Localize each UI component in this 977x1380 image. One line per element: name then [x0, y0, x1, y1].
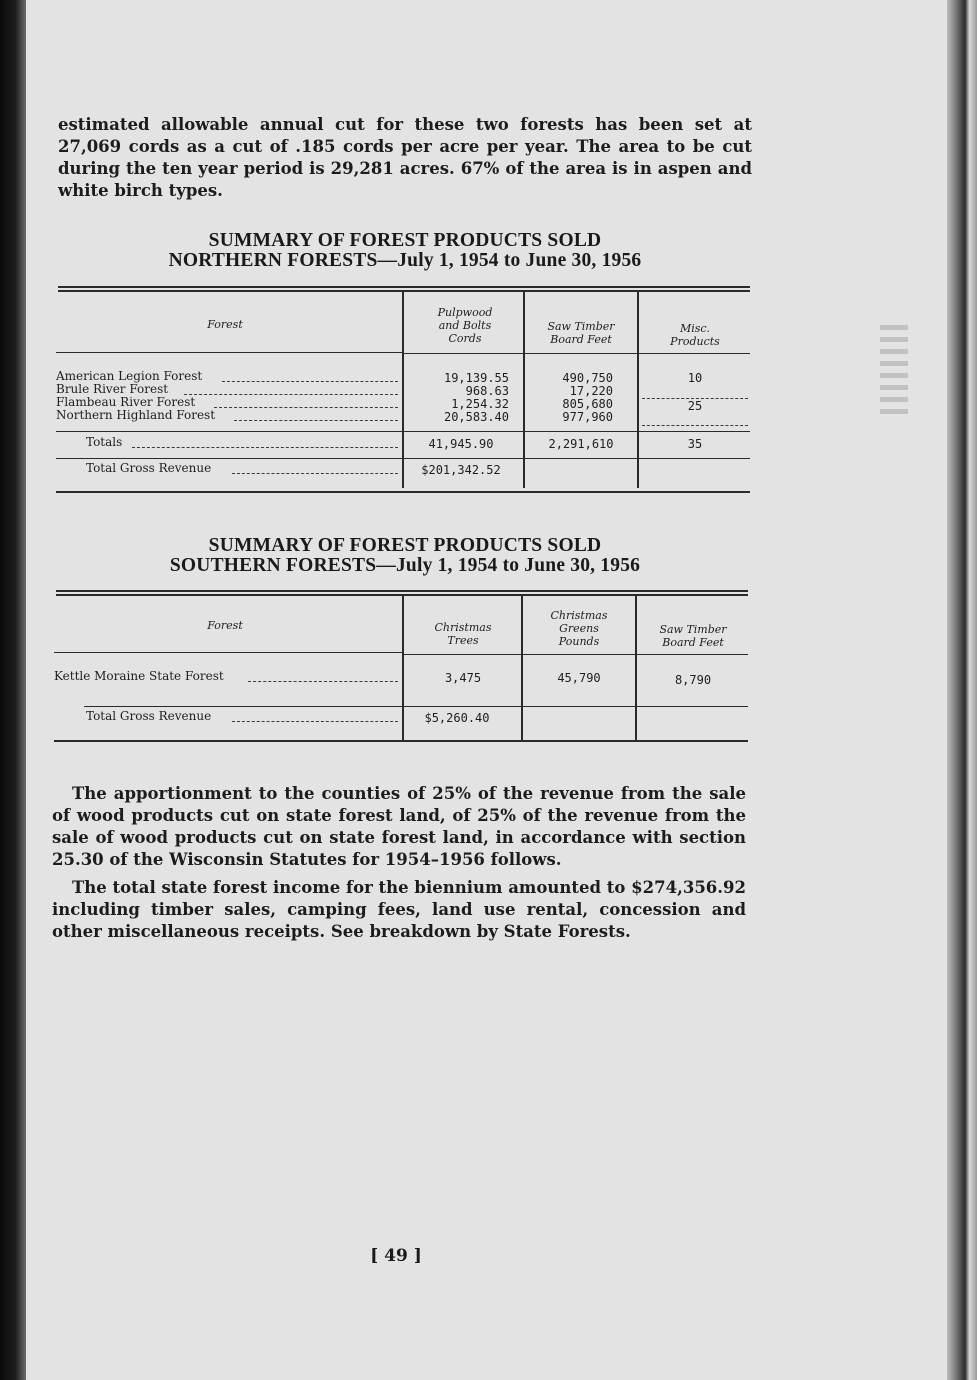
southern-title-line1: SUMMARY OF FOREST PRODUCTS SOLD: [208, 535, 602, 556]
book-page: [26, 0, 947, 1380]
southern-title-line2: SOUTHERN FORESTS—July 1, 1954 to June 30, 1956: [169, 555, 641, 576]
intro-paragraph: estimated allowable annual cut for these two forests has been set at 27,069 cords as a cut of .185 cords per acre per year. The area to be cut during the ten year period is 29,281 acres. 67% of the area is in aspen and white birch types.: [58, 115, 752, 200]
gross-revenue-value: $5,260.40: [424, 711, 490, 725]
gross-revenue-label: Total Gross Revenue: [86, 462, 212, 475]
northern-title-line1: SUMMARY OF FOREST PRODUCTS SOLD: [208, 230, 602, 251]
header-greens-line1: Christmas: [550, 609, 608, 622]
header-trees-line2: Trees: [447, 634, 479, 647]
row-forest-name: Kettle Moraine State Forest: [54, 670, 224, 683]
header-misc: [640, 322, 750, 348]
income-paragraph: The total state forest income for the biennium amounted to $274,356.92 including timber sales, camping fees, land use rental, concession and other miscellaneous receipts. See breakdown by State Forests.: [52, 878, 746, 941]
pulpwood-value: 1,254.32: [451, 397, 509, 411]
christmas-trees-value: 3,475: [444, 671, 482, 685]
header-misc-line1: Misc.: [679, 322, 711, 335]
header-misc-line2: Products: [670, 335, 720, 348]
binding-shadow: [0, 0, 26, 1380]
totals-misc: 35: [687, 437, 703, 451]
header-pulpwood-line1: Pulpwood: [437, 306, 493, 319]
header-pulpwood-line2: and Bolts: [438, 319, 492, 332]
header-christmas-trees: [404, 621, 522, 647]
saw-timber-value: 490,750: [562, 371, 613, 385]
saw-timber-value: 805,680: [562, 397, 613, 411]
saw-timber-value: 977,960: [562, 410, 613, 424]
christmas-greens-value: 45,790: [557, 671, 601, 685]
saw-timber-value: 8,790: [674, 673, 712, 687]
southern-table-title: [55, 536, 755, 576]
header-saw-timber: [525, 320, 637, 346]
row-forest-name: Flambeau River Forest: [56, 396, 196, 409]
header-greens-line2: Greens: [559, 622, 599, 635]
header-forest: Forest: [207, 619, 243, 632]
header-saw-timber: [637, 623, 749, 649]
saw-timber-value: 17,220: [569, 384, 613, 398]
apportionment-paragraph: The apportionment to the counties of 25% of the revenue from the sale of wood products cut on state forest land, of 25% of the revenue from the sale of wood products cut on state forest land, in accordance with section 25.30 of the Wisconsin Statutes for 1954–1956 follows.: [52, 784, 746, 869]
pulpwood-value: 20,583.40: [443, 410, 509, 424]
row-forest-name: Brule River Forest: [56, 383, 169, 396]
pulpwood-value: 19,139.55: [443, 371, 509, 385]
pulpwood-value: 968.63: [465, 384, 509, 398]
show-through-marks: [880, 325, 908, 420]
gross-revenue-value: $201,342.52: [421, 463, 501, 477]
header-saw-line1: Saw Timber: [659, 623, 727, 636]
misc-value: 10: [687, 371, 703, 385]
row-forest-name: American Legion Forest: [56, 370, 203, 383]
misc-value: 25: [687, 399, 703, 413]
header-pulpwood-line3: Cords: [448, 332, 482, 345]
northern-table-title: [55, 231, 755, 271]
gross-revenue-label: Total Gross Revenue: [86, 710, 212, 723]
header-christmas-greens: [523, 609, 635, 648]
header-forest: Forest: [207, 318, 243, 331]
page-edge: [947, 0, 977, 1380]
totals-label: Totals: [86, 436, 123, 449]
row-forest-name: Northern Highland Forest: [56, 409, 216, 422]
header-saw-timber-line2: Board Feet: [550, 333, 612, 346]
header-greens-line3: Pounds: [558, 635, 600, 648]
northern-title-line2: NORTHERN FORESTS—July 1, 1954 to June 30, 1956: [168, 250, 642, 271]
header-saw-timber-line1: Saw Timber: [547, 320, 615, 333]
header-pulpwood: [405, 306, 525, 345]
header-trees-line1: Christmas: [434, 621, 492, 634]
header-saw-line2: Board Feet: [662, 636, 724, 649]
page-number: [ 49 ]: [370, 1246, 422, 1266]
totals-saw-timber: 2,291,610: [548, 437, 614, 451]
totals-pulpwood: 41,945.90: [428, 437, 494, 451]
